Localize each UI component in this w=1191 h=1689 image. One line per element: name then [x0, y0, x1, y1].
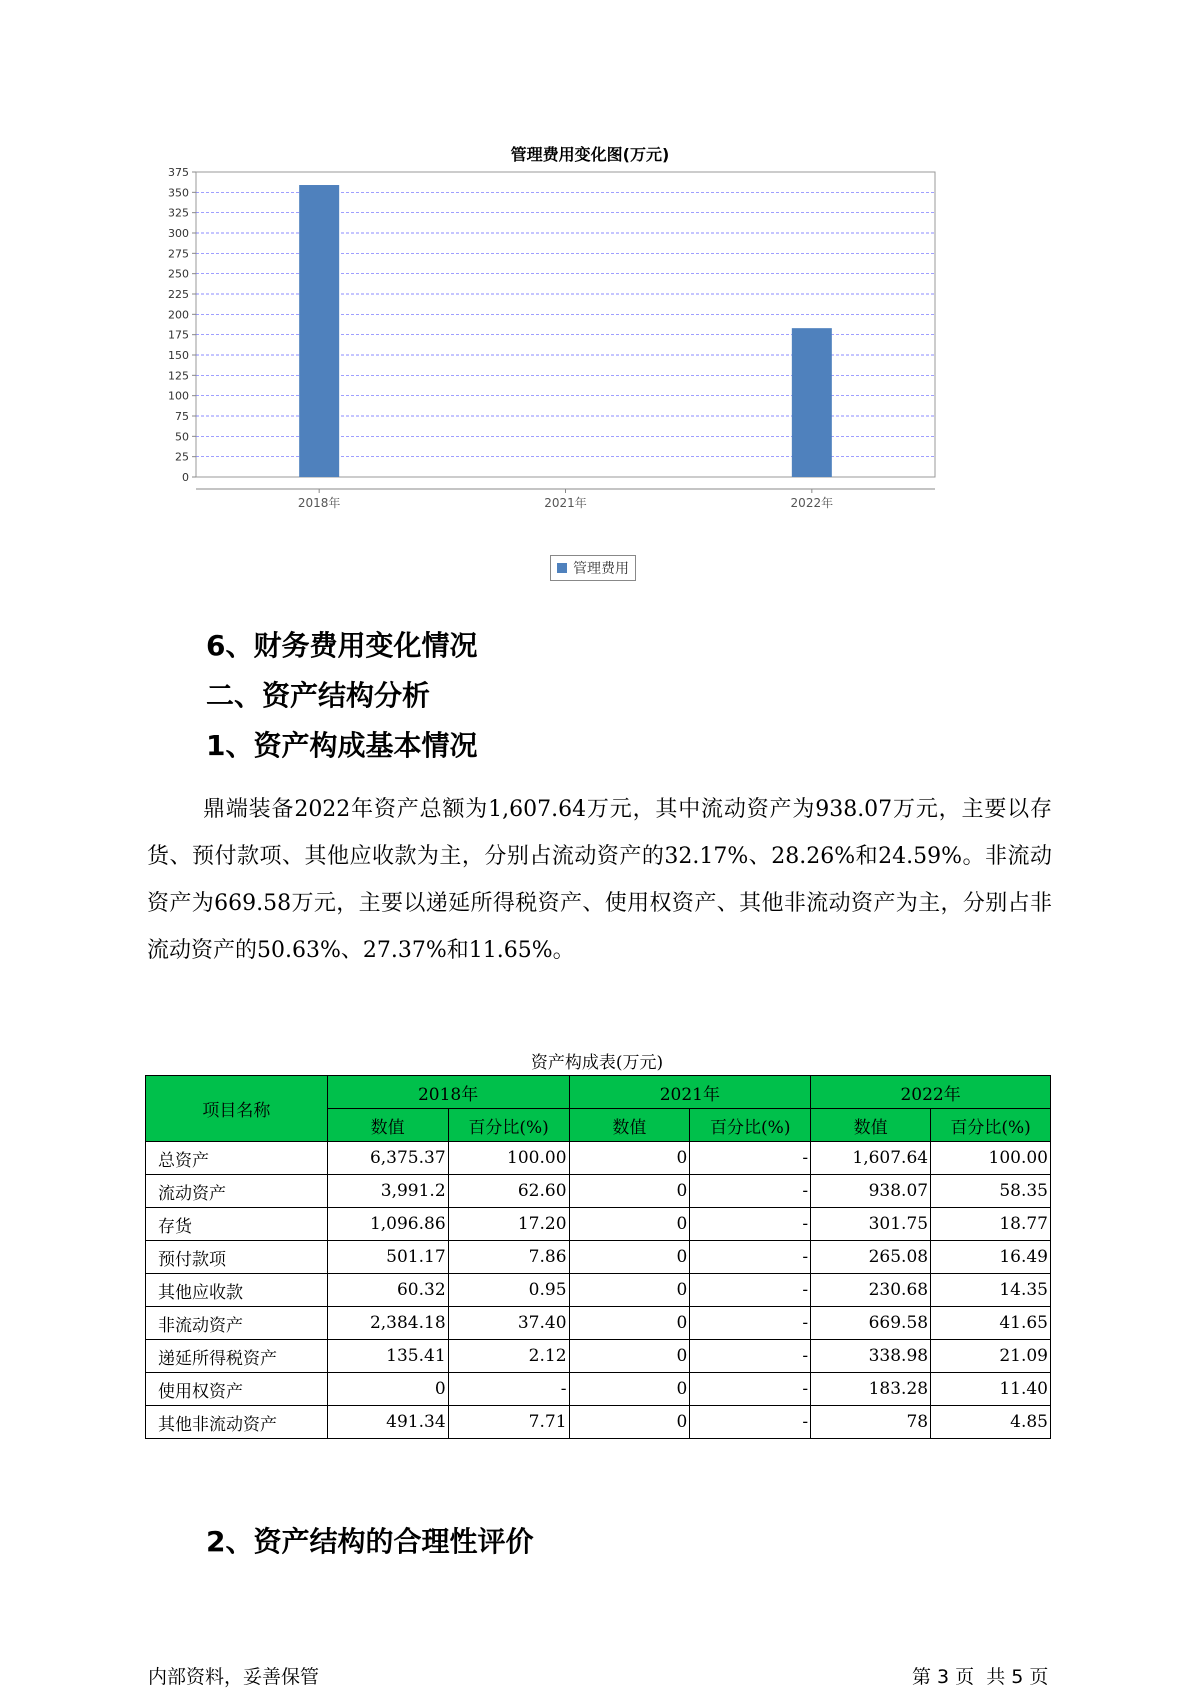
row-value-cell: 3,991.2 [327, 1175, 448, 1208]
row-value-cell: 501.17 [327, 1241, 448, 1274]
row-value-cell: 0 [569, 1142, 690, 1175]
y-tick-label: 375 [168, 166, 189, 179]
row-value-cell: 58.35 [931, 1175, 1051, 1208]
y-tick-label: 300 [168, 227, 189, 240]
row-name-cell: 预付款项 [146, 1241, 328, 1274]
chart-legend [550, 555, 636, 581]
row-value-cell: - [690, 1307, 811, 1340]
row-value-cell: 6,375.37 [327, 1142, 448, 1175]
row-name-cell: 其他应收款 [146, 1274, 328, 1307]
row-value-cell: 78 [811, 1406, 931, 1439]
row-value-cell: - [690, 1175, 811, 1208]
row-value-cell: 0 [327, 1373, 448, 1406]
row-value-cell: - [690, 1208, 811, 1241]
table-row [146, 1340, 1051, 1373]
row-value-cell: 100.00 [931, 1142, 1051, 1175]
row-value-cell: 0.95 [448, 1274, 569, 1307]
row-value-cell: 491.34 [327, 1406, 448, 1439]
legend-label: 管理费用 [573, 561, 629, 577]
expense-chart [160, 138, 1020, 598]
row-value-cell: 938.07 [811, 1175, 931, 1208]
row-value-cell: 0 [569, 1241, 690, 1274]
table-caption: 资产构成表(万元) [530, 1053, 664, 1073]
table-row [146, 1241, 1051, 1274]
x-tick-label: 2021年 [544, 496, 587, 510]
y-tick-label: 250 [168, 267, 189, 281]
header-item-name: 项目名称 [146, 1076, 328, 1142]
row-value-cell: 7.71 [448, 1406, 569, 1439]
row-value-cell: 4.85 [931, 1406, 1051, 1439]
y-tick-label: 100 [168, 389, 189, 403]
row-value-cell: 18.77 [931, 1208, 1051, 1241]
row-value-cell: 338.98 [811, 1340, 931, 1373]
row-name-cell: 总资产 [146, 1142, 328, 1175]
y-tick-label: 325 [168, 206, 189, 220]
y-tick-label: 0 [182, 471, 189, 484]
bar-0 [299, 185, 339, 477]
heading-asset-structure: 二、资产结构分析 [206, 679, 431, 712]
row-value-cell: 0 [569, 1406, 690, 1439]
analysis-paragraph: 鼎端装备2022年资产总额为1,607.64万元，其中流动资产为938.07万元，主要以存货、预付款项、其他应收款为主，分别占流动资产的32.17%、28.26%和24.59%。非流动资产为669.58万元，主要以递延所得税资产、使用权资产、其他非流动资产为主，分别占非流动资产的50.63%、27.37%和11.65%。 [147, 797, 1052, 963]
row-name-cell: 流动资产 [146, 1175, 328, 1208]
table-row [146, 1373, 1051, 1406]
chart-title: 管理费用变化图(万元) [510, 145, 670, 164]
row-value-cell: 37.40 [448, 1307, 569, 1340]
row-value-cell: 11.40 [931, 1373, 1051, 1406]
y-tick-label: 25 [175, 450, 189, 464]
y-tick-label: 225 [168, 288, 189, 301]
header-year-2018: 2018年 [327, 1076, 569, 1109]
row-value-cell: - [690, 1241, 811, 1274]
row-value-cell: 60.32 [327, 1274, 448, 1307]
row-value-cell: 0 [569, 1175, 690, 1208]
row-name-cell: 其他非流动资产 [146, 1406, 328, 1439]
row-value-cell: 62.60 [448, 1175, 569, 1208]
subheader-value: 数值 [811, 1109, 931, 1142]
row-value-cell: 265.08 [811, 1241, 931, 1274]
y-tick-label: 75 [175, 410, 189, 423]
row-value-cell: 0 [569, 1208, 690, 1241]
bar-2 [792, 328, 832, 477]
row-value-cell: - [690, 1373, 811, 1406]
row-value-cell: - [690, 1340, 811, 1373]
y-tick-label: 175 [168, 328, 189, 342]
header-year-2021: 2021年 [569, 1076, 811, 1109]
row-value-cell: - [690, 1274, 811, 1307]
row-value-cell: 0 [569, 1307, 690, 1340]
row-value-cell: 7.86 [448, 1241, 569, 1274]
row-value-cell: - [448, 1373, 569, 1406]
row-value-cell: - [690, 1142, 811, 1175]
row-value-cell: 100.00 [448, 1142, 569, 1175]
row-value-cell: 1,607.64 [811, 1142, 931, 1175]
asset-table [145, 1075, 1051, 1439]
x-tick-label: 2022年 [790, 496, 834, 510]
header-year-2022: 2022年 [811, 1076, 1051, 1109]
y-tick-label: 125 [168, 369, 189, 383]
table-row [146, 1208, 1051, 1241]
chart-svg [160, 138, 1020, 598]
table-row [146, 1274, 1051, 1307]
row-name-cell: 非流动资产 [146, 1307, 328, 1340]
row-value-cell: 16.49 [931, 1241, 1051, 1274]
heading-asset-composition: 1、资产构成基本情况 [206, 729, 478, 762]
legend-swatch [557, 563, 567, 573]
row-value-cell: 0 [569, 1373, 690, 1406]
y-tick-label: 50 [175, 430, 189, 444]
row-value-cell: 183.28 [811, 1373, 931, 1406]
subheader-value: 数值 [569, 1109, 690, 1142]
row-value-cell: 2.12 [448, 1340, 569, 1373]
footer-confidential: 内部资料，妥善保管 [148, 1666, 320, 1688]
row-value-cell: 0 [569, 1274, 690, 1307]
table-body [146, 1142, 1051, 1439]
table-row [146, 1142, 1051, 1175]
row-value-cell: 1,096.86 [327, 1208, 448, 1241]
footer-page-number: 第 3 页 共 5 页 [912, 1666, 1049, 1688]
row-name-cell: 递延所得税资产 [146, 1340, 328, 1373]
row-value-cell: 669.58 [811, 1307, 931, 1340]
subheader-pct: 百分比(%) [931, 1109, 1051, 1142]
row-value-cell: 21.09 [931, 1340, 1051, 1373]
row-name-cell: 存货 [146, 1208, 328, 1241]
table-row [146, 1307, 1051, 1340]
row-value-cell: 135.41 [327, 1340, 448, 1373]
subheader-pct: 百分比(%) [448, 1109, 569, 1142]
y-tick-label: 275 [168, 247, 189, 261]
subheader-pct: 百分比(%) [690, 1109, 811, 1142]
row-value-cell: 230.68 [811, 1274, 931, 1307]
y-tick-label: 200 [168, 308, 189, 322]
heading-financial-expense: 6、财务费用变化情况 [206, 629, 478, 662]
y-tick-label: 150 [168, 349, 189, 362]
subheader-value: 数值 [327, 1109, 448, 1142]
row-value-cell: 301.75 [811, 1208, 931, 1241]
row-value-cell: 41.65 [931, 1307, 1051, 1340]
table-row [146, 1406, 1051, 1439]
table-header-row [146, 1076, 1051, 1109]
row-value-cell: 2,384.18 [327, 1307, 448, 1340]
x-tick-label: 2018年 [297, 496, 341, 510]
y-tick-label: 350 [168, 186, 189, 200]
row-value-cell: 17.20 [448, 1208, 569, 1241]
row-value-cell: 0 [569, 1340, 690, 1373]
row-name-cell: 使用权资产 [146, 1373, 328, 1406]
table-row [146, 1175, 1051, 1208]
row-value-cell: - [690, 1406, 811, 1439]
row-value-cell: 14.35 [931, 1274, 1051, 1307]
heading-asset-evaluation: 2、资产结构的合理性评价 [206, 1525, 534, 1558]
